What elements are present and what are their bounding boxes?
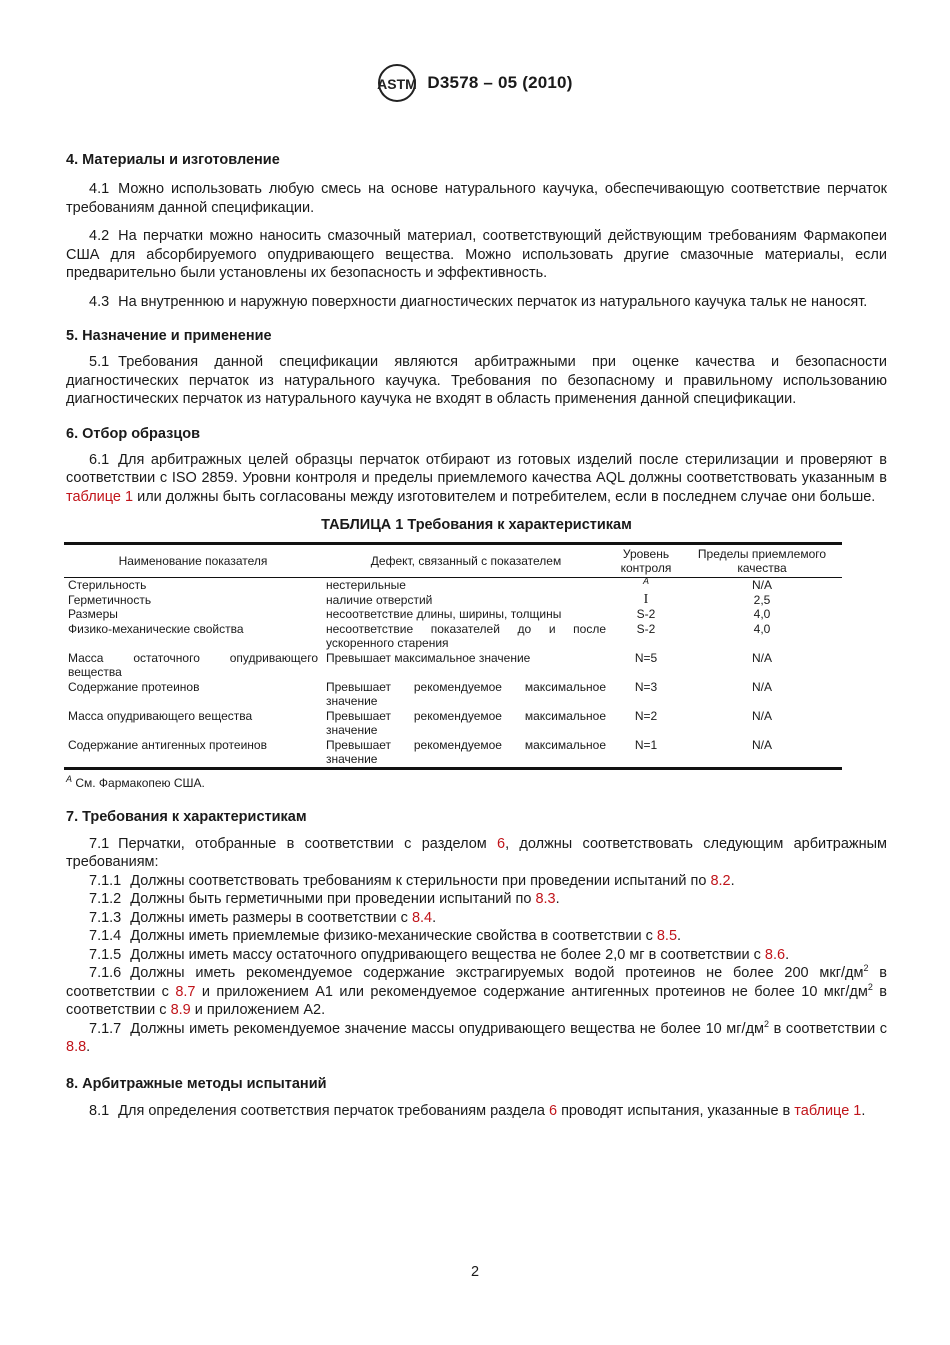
section-8-title: 8. Арбитражные методы испытаний [66, 1075, 327, 1092]
para-7-1-7: 7.1.7 Должны иметь рекомендуемое значение массы опудривающего вещества не более 10 $мг/дм^2$ в соответствии с 8.8. [66, 1018, 887, 1055]
table-row: Содержание протеинов Превышает рекомендуемое максимальное значение N=3 N/A [68, 679, 772, 708]
para-4-2: 4.2 На перчатки можно наносить смазочный материал, соответствующий действующим требованиям Фармакопеи США для абсорбируемого опудривающего вещества. Можно использовать другие смазочные материалы, если предварительно были установлены их безопасность и эффективность. [66, 228, 887, 281]
document-body [66, 152, 887, 1120]
para-4-3: 4.3 На внутреннюю и наружную поверхности диагностических перчаток из натурального каучука тальк не наносят. [89, 293, 868, 310]
table-footnote: $^A$ См. Фармакопею США. [66, 773, 205, 790]
table-row: Масса остаточного опудривающего вещества Превышает максимальное значение N=5 N/A [68, 650, 772, 679]
para-7-1-6: 7.1.6 Должны иметь рекомендуемое содержание экстрагируемых водой протеинов не более 200 мкг/$дм^2$ в соответствии с 8.7 и приложением A1 или рекомендуемое содержание антигенных протеинов не более 10 мкг/$дм^2$ в соответствии с 8.9 и приложением A2. [66, 963, 888, 1018]
requirements-table [64, 542, 842, 770]
table-1-link[interactable]: таблице 1 [66, 488, 134, 505]
para-7-1-5: 7.1.5 Должны иметь массу остаточного опудривающего вещества не более 2,0 мг в соответствии с 8.6. [89, 946, 790, 963]
svg-text:ASTM: ASTM [377, 76, 418, 92]
para-6-1: 6.1 Для арбитражных целей образцы перчаток отбирают из готовых изделий после стерилизации и проверяют в соответствии с ISO 2859. Уровни контроля и пределы приемлемого качества AQL должны соответствовать указанным в таблице 1 или должны быть согласованы между изготовителем и потребителем, если в последнем случае они больше. [66, 451, 887, 505]
page-number: 2 [470, 1264, 480, 1280]
table-row: Размеры несоответствие длины, ширины, толщины S-2 4,0 [68, 607, 771, 621]
section-6-title: 6. Отбор образцов [66, 425, 201, 442]
table-row: Стерильность нестерильные $^A$ N/A [68, 576, 772, 592]
ref-8-4-link[interactable]: 8.4 [411, 909, 433, 926]
ref-8-7-link[interactable]: 8.7 [175, 983, 196, 1000]
para-7-1-1: 7.1.1 Должны соответствовать требованиям к стерильности при проведении испытаний по 8.2. [89, 872, 735, 889]
table-header-row [64, 544, 842, 578]
ref-8-2-link[interactable]: 8.2 [710, 872, 731, 889]
table-1-link[interactable]: таблице 1 [794, 1102, 862, 1119]
ref-8-9-link[interactable]: 8.9 [170, 1002, 191, 1018]
column-header: Наименование показателя [64, 544, 322, 578]
ref-8-8-link[interactable]: 8.8 [66, 1039, 87, 1055]
table-row: Содержание антигенных протеинов Превышает рекомендуемое максимальное значение N=1 N/A [68, 737, 772, 766]
para-7-1: 7.1 Перчатки, отобранные в соответствии с разделом 6, должны соответствовать следующим арбитражным требованиям: [66, 835, 887, 870]
para-5-1: 5.1 Требования данной спецификации являются арбитражными при оценке качества и безопасности диагностических перчаток из натурального каучука. Требования по безопасному и правильному использованию диагностических перчаток из натурального каучука не входят в область применения данной спецификации. [66, 354, 887, 407]
ref-8-3-link[interactable]: 8.3 [535, 891, 556, 907]
para-7-1-2: 7.1.2 Должны быть герметичными при проведении испытаний по 8.3. [89, 891, 560, 907]
table-row: Масса опудривающего вещества Превышает рекомендуемое максимальное значение N=2 N/A [68, 708, 772, 737]
para-4-1: 4.1 Можно использовать любую смесь на основе натурального каучука, обеспечивающую соответствие перчаток требованиям данной спецификации. [66, 181, 887, 216]
page-header [0, 63, 950, 103]
table-row: Физико-механические свойства несоответствие показателей до и после ускоренного старения S-2 4,0 [68, 621, 771, 650]
section-7-title: 7. Требования к характеристикам [66, 808, 307, 825]
ref-8-6-link[interactable]: 8.6 [764, 946, 786, 963]
astm-logo-icon [377, 63, 417, 103]
table-1-title: ТАБЛИЦА 1 Требования к характеристикам [321, 517, 632, 533]
column-header: Уровень контроля [610, 544, 682, 578]
para-7-1-4: 7.1.4 Должны иметь приемлемые физико-механические свойства в соответствии с 8.5. [89, 928, 682, 944]
section-4-title: 4. Материалы и изготовление [66, 152, 280, 168]
table-row: Герметичность наличие отверстий I 2,5 [68, 591, 771, 607]
section-6-link[interactable]: 6 [497, 835, 506, 852]
column-header: Пределы приемлемого качества [682, 544, 842, 578]
ref-8-5-link[interactable]: 8.5 [656, 928, 678, 944]
footnote-ref: A [642, 576, 649, 586]
column-header: Дефект, связанный с показателем [322, 544, 610, 578]
para-8-1: 8.1 Для определения соответствия перчаток требованиям раздела 6 проводят испытания, указанные в таблице 1. [89, 1102, 866, 1119]
para-7-1-3: 7.1.3 Должны иметь размеры в соответствии с 8.4. [89, 909, 437, 926]
document-code: D3578 – 05 (2010) [427, 73, 573, 92]
section-5-title: 5. Назначение и применение [66, 328, 272, 344]
section-6-link[interactable]: 6 [548, 1102, 558, 1119]
